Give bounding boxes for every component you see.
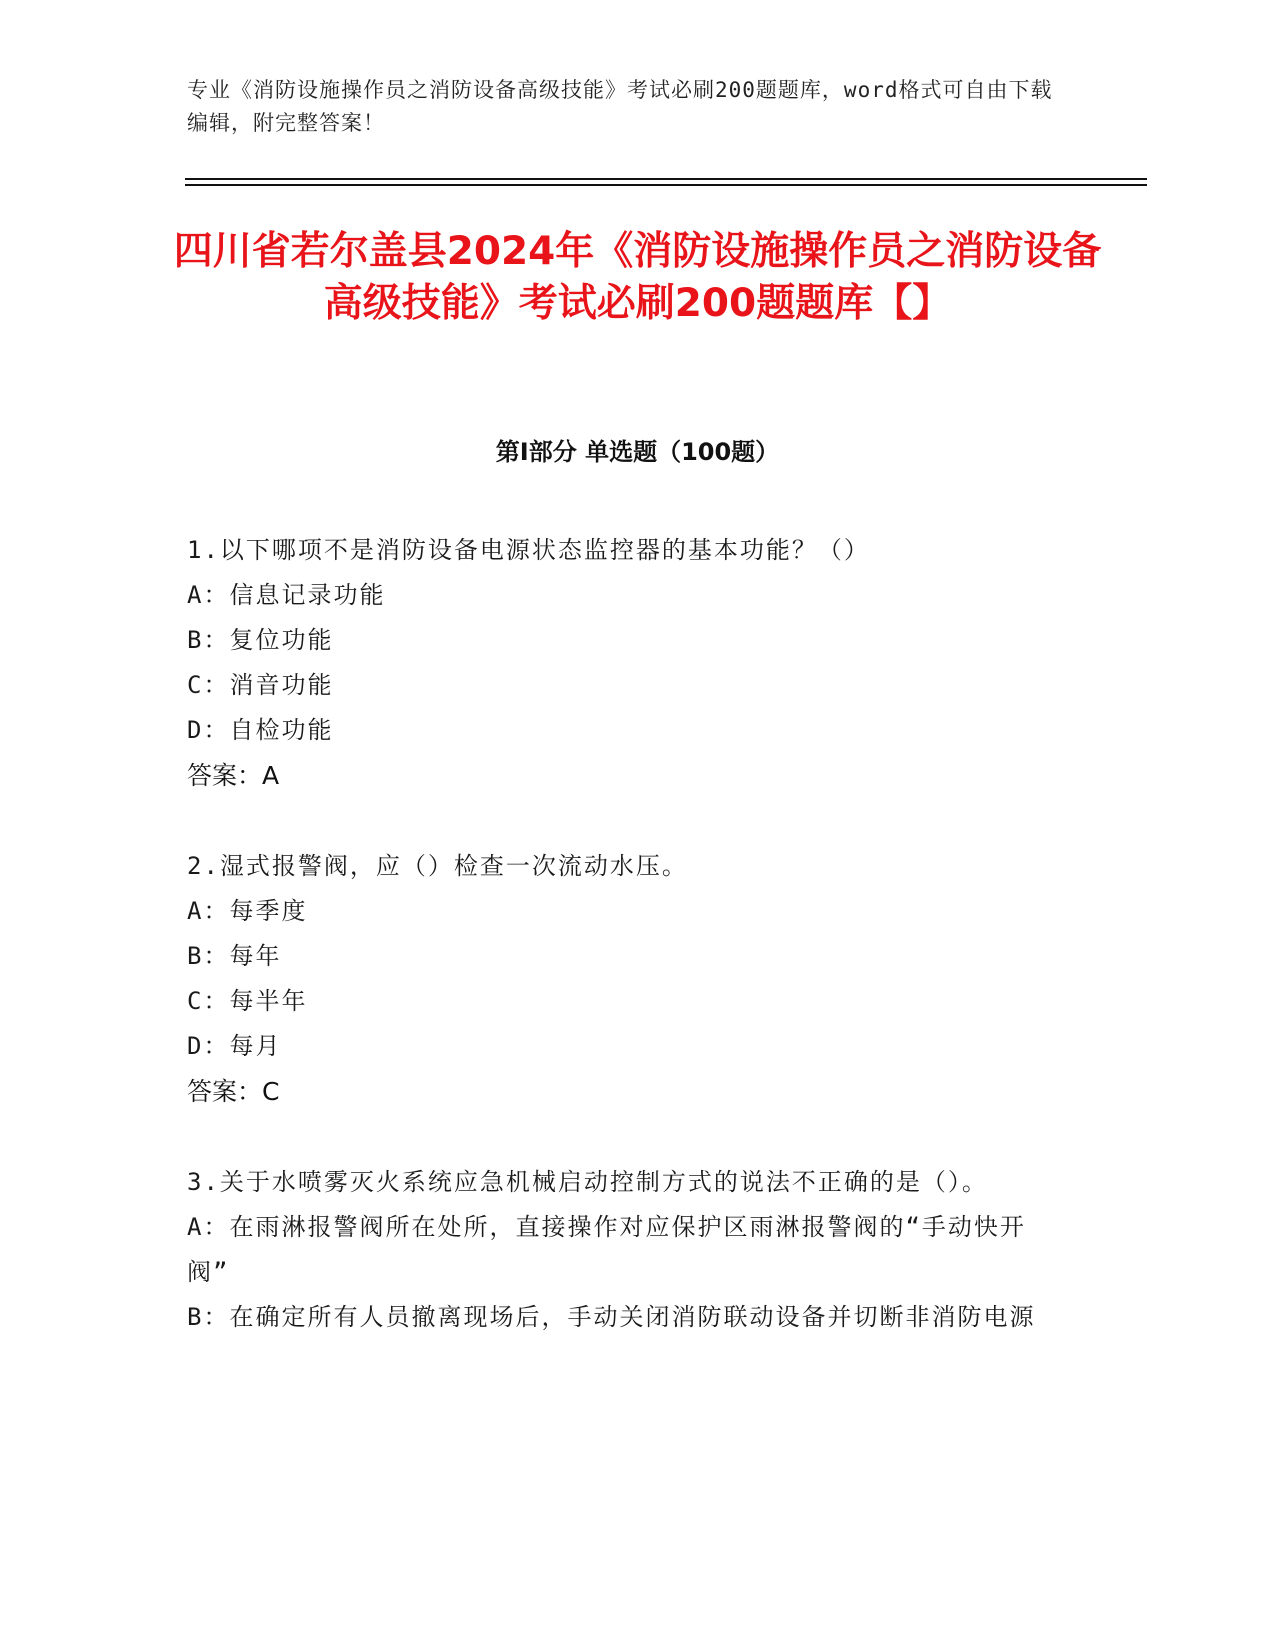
question-3	[187, 1160, 1067, 1340]
question-2-answer: 答案：C	[187, 1077, 280, 1106]
question-1-answer: 答案：A	[187, 761, 280, 790]
question-2-option-c: C：每半年	[187, 987, 308, 1015]
header-divider-top	[185, 178, 1147, 180]
question-3-option-b: B：在确定所有人员撤离现场后，手动关闭消防联动设备并切断非消防电源	[187, 1303, 1036, 1331]
question-1-option-a: A：信息记录功能	[187, 581, 386, 609]
section-title: 第Ⅰ部分 单选题（100题）	[495, 438, 780, 466]
question-2-option-b: B：每年	[187, 942, 282, 970]
question-2-option-a: A：每季度	[187, 897, 308, 925]
question-1-option-c: C：消音功能	[187, 671, 334, 699]
question-2-option-d: D：每月	[187, 1032, 282, 1060]
document-title: 四川省若尔盖县2024年《消防设施操作员之消防设备高级技能》考试必刷200题题库【】	[173, 229, 1102, 326]
question-1-text: 1.以下哪项不是消防设备电源状态监控器的基本功能？（）	[187, 536, 870, 564]
question-3-text: 3.关于水喷雾灭火系统应急机械启动控制方式的说法不正确的是（）。	[187, 1168, 988, 1196]
question-1-option-d: D：自检功能	[187, 716, 334, 744]
question-2	[187, 844, 1067, 1114]
header-note: 专业《消防设施操作员之消防设备高级技能》考试必刷200题题库，word格式可自由下载编辑，附完整答案！	[187, 78, 1053, 135]
question-3-option-a: A：在雨淋报警阀所在处所，直接操作对应保护区雨淋报警阀的“手动快开阀”	[187, 1213, 1026, 1286]
question-list	[187, 528, 1067, 1386]
question-1	[187, 528, 1067, 798]
header-divider-bottom	[185, 184, 1147, 186]
question-1-option-b: B：复位功能	[187, 626, 334, 654]
question-2-text: 2.湿式报警阀，应（）检查一次流动水压。	[187, 852, 688, 880]
